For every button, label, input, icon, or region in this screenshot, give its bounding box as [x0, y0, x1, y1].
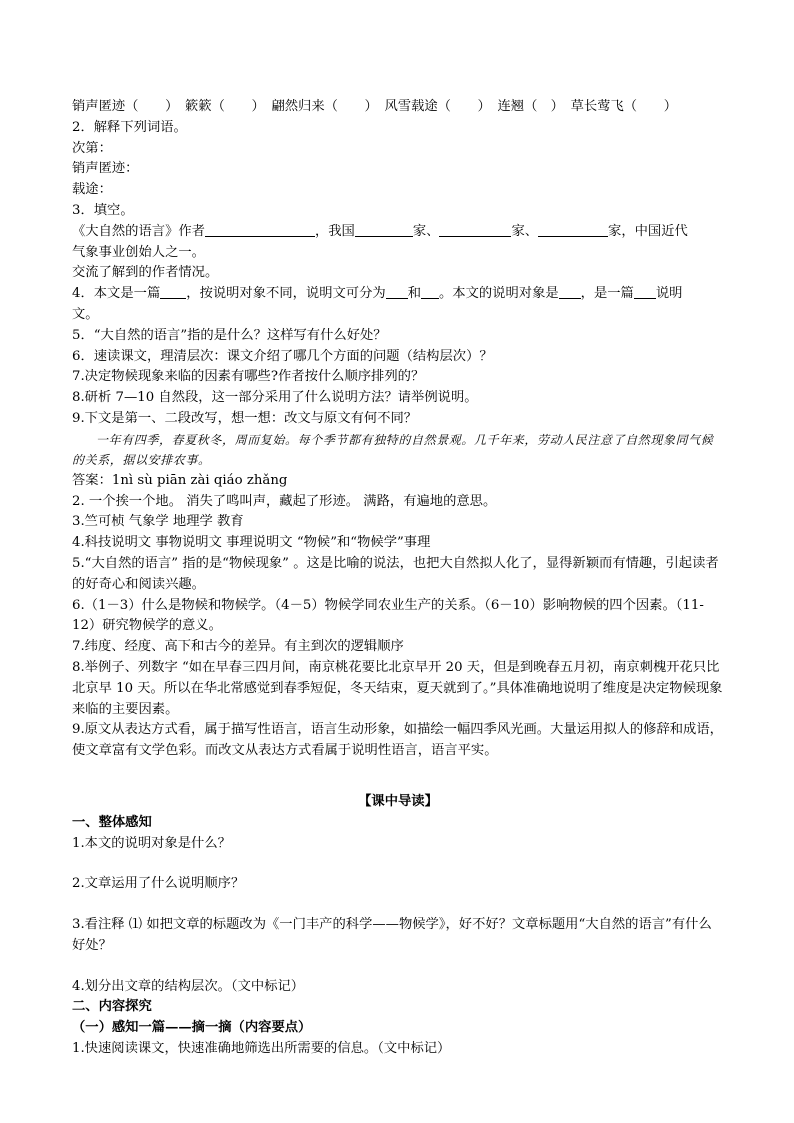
blank-q4-1[interactable]: [160, 284, 186, 299]
part-1-question-2: 2.文章运用了什么说明顺序？: [72, 876, 245, 892]
rewritten-passage: 一年有四季，春夏秋冬，周而复始。每个季节都有独特的自然景观。几千年来，劳动人民注意了自然现象同气候的关系，据以安排农事。: [72, 432, 714, 468]
blank-author[interactable]: [205, 222, 315, 237]
part-1-question-1: 1.本文的说明对象是什么？: [72, 835, 231, 851]
term-xiaoshengniji: 销声匿迹：: [72, 161, 139, 177]
question-5: 5．“大自然的语言”指的是什么？这样写有什么好处？: [72, 327, 387, 343]
question-7: 7.决定物候现象来临的因素有哪些?作者按什么顺序排列的？: [72, 369, 425, 385]
question-9: 9.下文是第一、二段改写，想一想：改文与原文有何不同？: [72, 410, 418, 426]
answer-8: 8.举例子、列数字 “如在早春三四月间，南京桃花要比北京早开 20 天，但是到晚春五月初，南京刺槐开花只比北京早 10 天。所以在华北常感觉到春季短促，冬天结束，夏天就到了。”具体准确地说明了维度是决定物候现象来临的主要因素。: [72, 659, 723, 717]
blank-field-3[interactable]: [538, 222, 608, 237]
fill-blank-line-2: 气象事业创始人之一。: [72, 244, 205, 260]
part-1-question-4: 4.划分出文章的结构层次。（文中标记）: [72, 978, 305, 994]
part-2-question-1: 1.快速阅读课文，快速准确地筛选出所需要的信息。（文中标记）: [72, 1041, 451, 1057]
blank-q4-2[interactable]: [386, 284, 408, 299]
answer-2: 2. 一个挨一个地。 消失了鸣叫声，藏起了形迹。 满路，有遍地的意思。: [72, 493, 497, 509]
part-1-heading: 一、整体感知: [72, 814, 152, 830]
question-3-heading: 3．填空。: [72, 202, 134, 218]
answer-6: 6.（1－3）什么是物候和物候学。（4－5）物候学同农业生产的关系。（6－10）影响物候的四个因素。（11-12）研究物候学的意义。: [72, 597, 704, 634]
question-6: 6．速读课文，理清层次：课文介绍了哪几个方面的问题（结构层次）？: [72, 348, 493, 364]
answer-1: 答案：1nì sù piān zài qiáo zhǎng: [72, 472, 288, 488]
part-2-subheading: （一）感知一篇——摘一摘（内容要点）: [72, 1020, 312, 1036]
part-2-heading: 二、内容探究: [72, 999, 152, 1015]
answer-3: 3.竺可桢 气象学 地理学 教育: [72, 514, 244, 530]
question-4-line-2: 文。: [72, 306, 99, 322]
fill-blank-line: 《大自然的语言》作者 ，我国 家、 家、 家，中国近代: [72, 223, 688, 239]
term-cidi: 次第：: [72, 140, 112, 156]
question-2-heading: 2．解释下列词语。: [72, 119, 187, 135]
answer-4: 4.科技说明文 事物说明文 事理说明文 “物候”和“物候学”事理: [72, 535, 431, 551]
blank-field-1[interactable]: [355, 222, 413, 237]
blank-q4-3[interactable]: [421, 284, 439, 299]
worksheet-page: [72, 97, 724, 1060]
blank-q4-4[interactable]: [559, 284, 581, 299]
part-1-question-3: 3.看注释 ⑴ 如把文章的标题改为《一门丰产的科学——物候学》，好不好？文章标题用“大自然的语言”有什么好处？: [72, 917, 712, 953]
pinyin-exercise-line: 销声匿迹（ ） 簌簌（ ） 翩然归来（ ） 风雪载途（ ） 连翘（ ） 草长莺飞（ ）: [72, 99, 677, 114]
answer-9: 9.原文从表达方式看，属于描写性语言，语言生动形象，如描绘一幅四季风光画。大量运用拟人的修辞和成语，使文章富有文学色彩。而改文从表达方式看属于说明性语言，语言平实。: [72, 722, 723, 759]
answer-7: 7.纬度、经度、高下和古今的差异。有主到次的逻辑顺序: [72, 639, 404, 655]
question-4-line: 4．本文是一篇 ，按说明对象不同，说明文可分为 和 。本文的说明对象是 ，是一篇 说明: [72, 286, 683, 302]
author-info-line: 交流了解到的作者情况。: [72, 265, 219, 281]
question-8: 8.研析 7—10 自然段，这一部分采用了什么说明方法？请举例说明。: [72, 390, 478, 406]
blank-q4-5[interactable]: [634, 284, 656, 299]
blank-field-2[interactable]: [439, 222, 511, 237]
section-title: 【课中导读】: [358, 793, 438, 809]
term-zaitu: 载途：: [72, 182, 112, 198]
answer-5: 5.“大自然的语言” 指的是“物候现象” 。这是比喻的说法，也把大自然拟人化了，显得新颖而有情趣，引起读者的好奇心和阅读兴趣。: [72, 555, 719, 592]
